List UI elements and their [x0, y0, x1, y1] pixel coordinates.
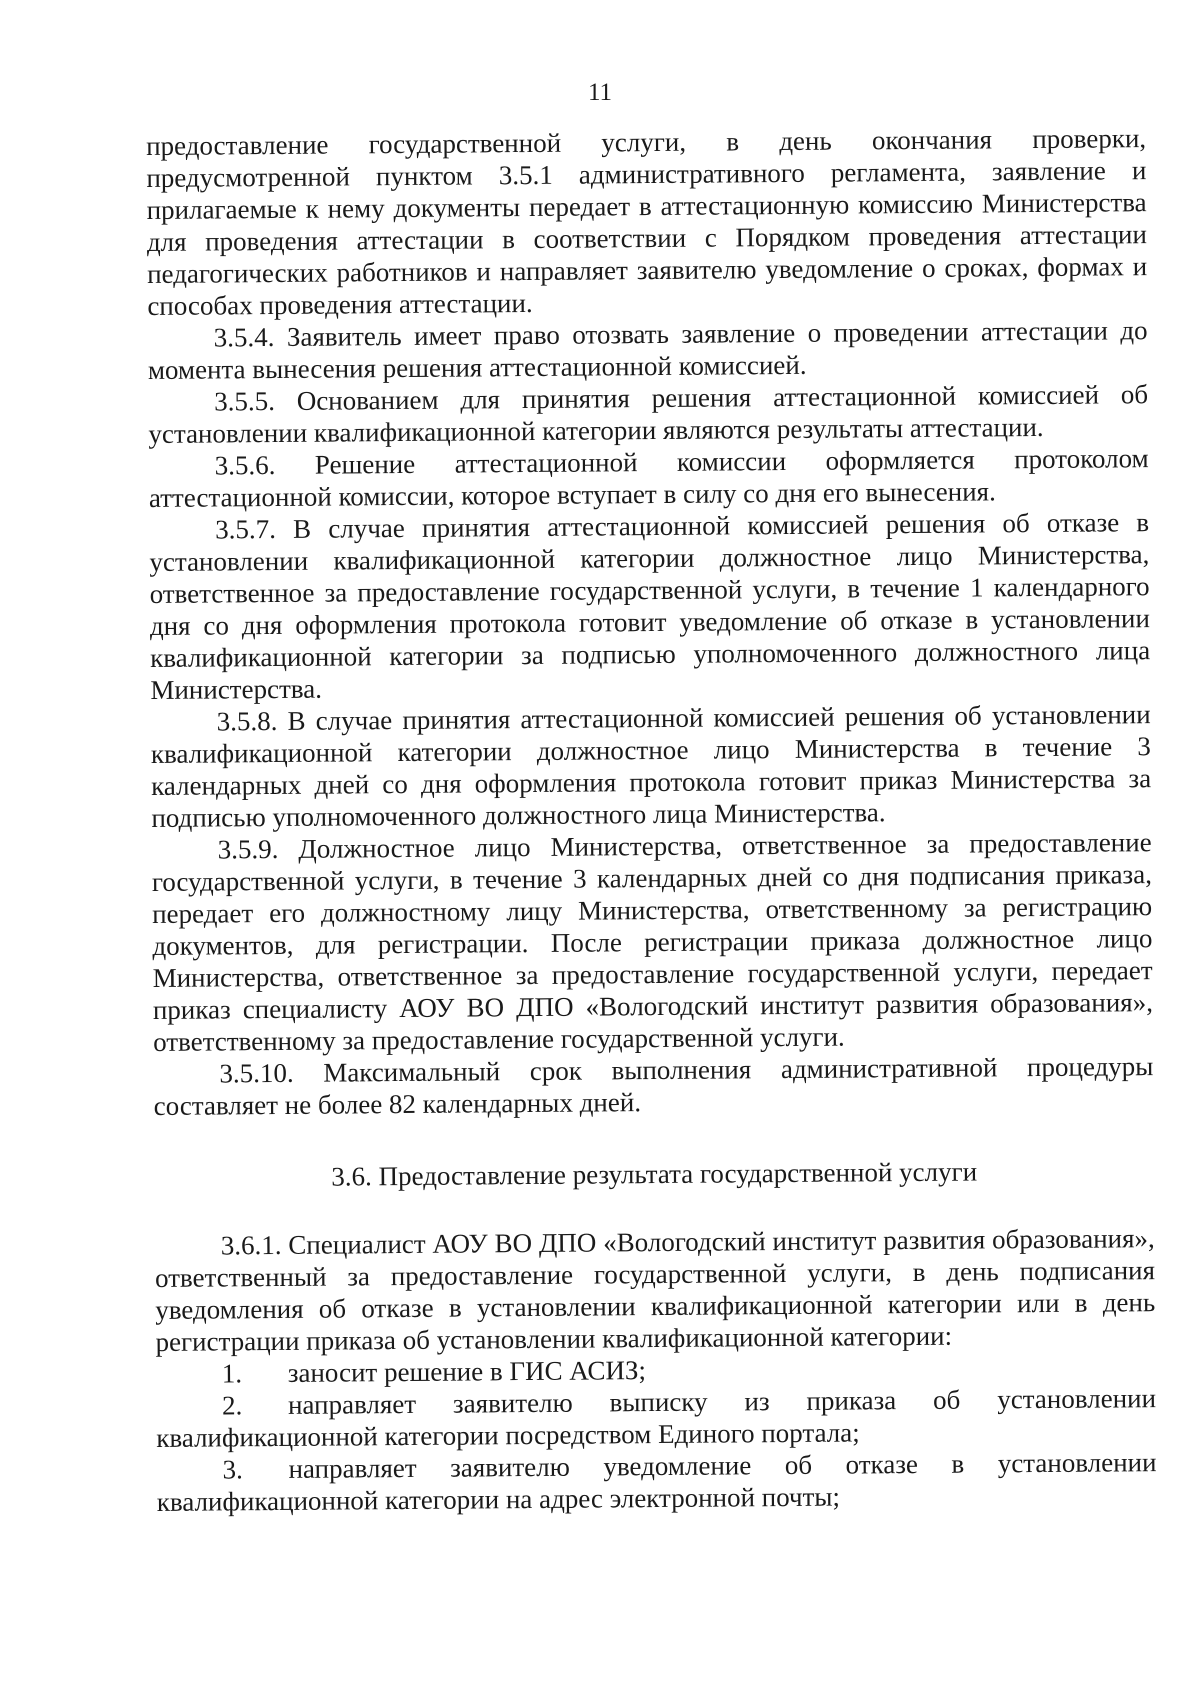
list-item-number: 1.	[221, 1358, 243, 1389]
list-item-number: 2.	[221, 1390, 243, 1421]
list-item-text: направляет заявителю уведомление об отказе в установлении квалификационной категории на адрес электронной почты;	[156, 1447, 1157, 1517]
paragraph-3-6-1: 3.6.1. Специалист АОУ ВО ДПО «Вологодский институт развития образования», ответственный за предоставление государственной услуги, в день подписания уведомления об отказе в установлении квалификационной категории или в день регистрации приказа об установлении квалификационной категории:	[154, 1223, 1156, 1357]
list-item-text: направляет заявителю выписку из приказа об установлении квалификационной категории посредством Единого портала;	[156, 1383, 1157, 1453]
list-item	[156, 1382, 1156, 1454]
document-body	[146, 122, 1157, 1518]
page-number: 11	[587, 79, 613, 106]
paragraph-3-5-9: 3.5.9. Должностное лицо Министерства, ответственное за предоставление государственной услуги, в течение 3 календарных дней со дня подписания приказа, передает его должностному лицу Министерства, ответственному за регистрацию документов, для регистрации. После регистрации приказа должностное лицо Министерства, ответственное за предоставление государственной услуги, передает приказ специалисту АОУ ВО ДПО «Вологодский институт развития образования», ответственному за предоставление государственной услуги.	[151, 827, 1153, 1057]
paragraph-3-5-8: 3.5.8. В случае принятия аттестационной комиссией решения об установлении квалификационной категории должностное лицо Министерства в течение 3 календарных дней со дня оформления протокола готовит приказ Министерства за подписью уполномоченного должностного лица Министерства.	[150, 699, 1152, 833]
list-item-number: 3.	[222, 1454, 243, 1485]
paragraph-3-5-4: 3.5.4. Заявитель имеет право отозвать заявление о проведении аттестации до момента вынесения решения аттестационной комиссией.	[147, 315, 1148, 385]
list-item	[156, 1446, 1156, 1518]
paragraph-3-5-7: 3.5.7. В случае принятия аттестационной комиссией решения об отказе в установлении квалификационной категории должностное лицо Министерства, ответственное за предоставление государственной услуги, в течение 1 календарного дня со дня оформления протокола готовит уведомление об отказе в установлении квалификационной категории за подписью уполномоченного должностного лица Министерства.	[149, 507, 1151, 705]
paragraph-3-5-6: 3.5.6. Решение аттестационной комиссии оформляется протоколом аттестационной комиссии, которое вступает в силу со дня его вынесения.	[148, 443, 1149, 513]
paragraph-3-5-10: 3.5.10. Максимальный срок выполнения административной процедуры составляет не более 82 календарных дней.	[153, 1051, 1154, 1121]
paragraph-3-5-5: 3.5.5. Основанием для принятия решения аттестационной комиссией об установлении квалификационной категории являются результаты аттестации.	[148, 379, 1149, 449]
list-item-text: заносит решение в ГИС АСИЗ;	[287, 1355, 647, 1388]
paragraph-continuation: предоставление государственной услуги, в день окончания проверки, предусмотренной пунктом 3.5.1 административного регламента, заявление и прилагаемые к нему документы передает в аттестационную комиссию Министерства для проведения аттестации в соответствии с Порядком проведения аттестации педагогических работников и направляет заявителю уведомление о сроках, формах и способах проведения аттестации.	[146, 123, 1148, 321]
section-heading: 3.6. Предоставление результата государственной услуги	[331, 1156, 978, 1192]
